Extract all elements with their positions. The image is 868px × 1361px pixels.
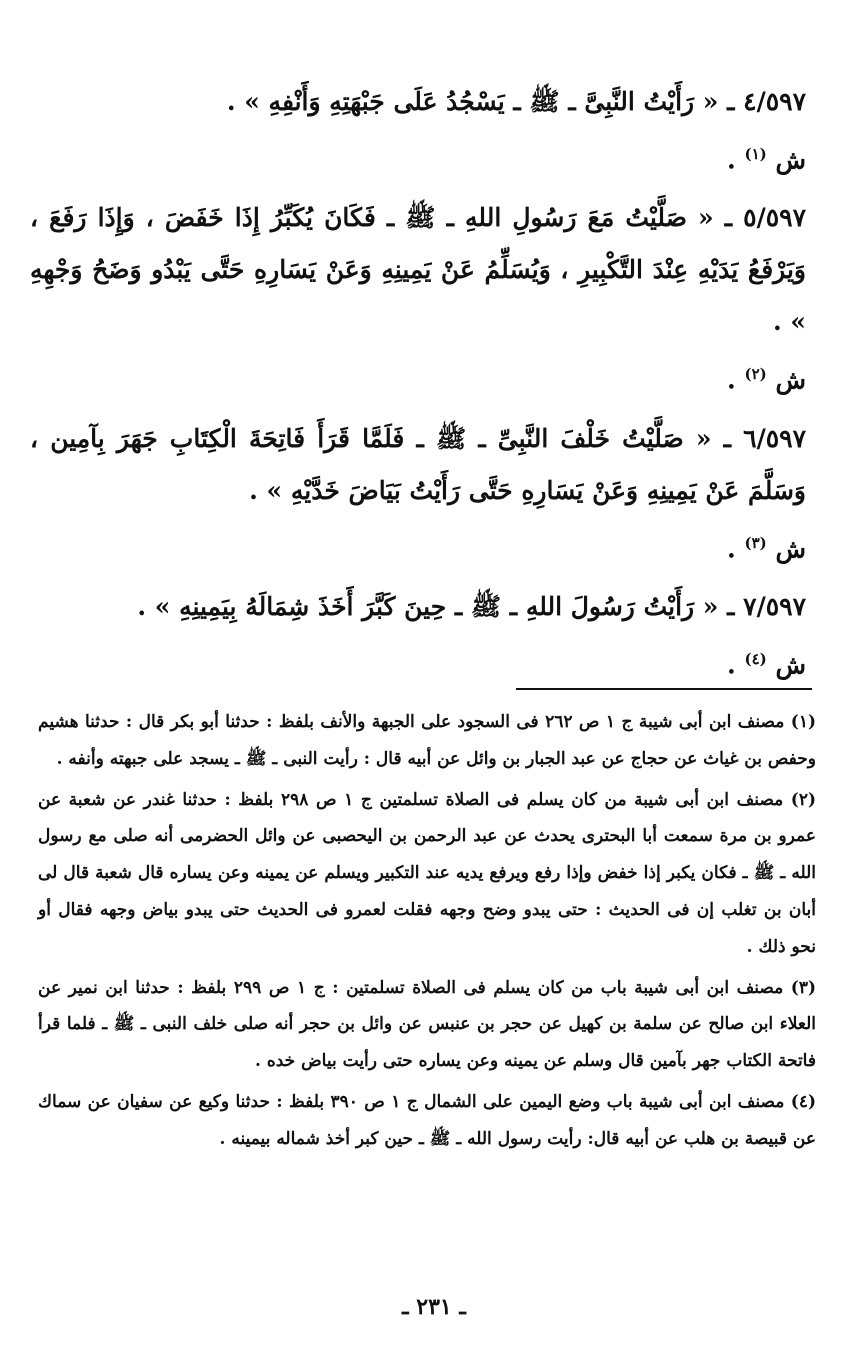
hadith-entry-2: ٥/٥٩٧ ـ « صَلَّيْتُ مَعَ رَسُولِ اللهِ ـ ﷺ ـ فَكَانَ يُكَبِّرُ إِذَا خَفَضَ ، وَإِذَا رَفَعَ ، وَيَرْفَعُ يَدَيْهِ عِنْدَ التَّكْبِيرِ ، وَيُسَلِّمُ عَنْ يَمِينِهِ وَعَنْ يَسَارِهِ حَتَّى يَبْدُو وَضَحُ وَجْهِهِ » . (30, 203, 806, 337)
footnote-ref-3: (٣) (744, 533, 767, 552)
footnote-divider (516, 688, 812, 690)
sharh-marker-4: ش $^{(٤)}$ . (727, 649, 806, 680)
hadith-entry-1: ٤/٥٩٧ ـ « رَأَيْتُ النَّبِىَّ ـ ﷺ ـ يَسْجُدُ عَلَى جَبْهَتِهِ وَأَنْفِهِ » . (226, 87, 806, 116)
sharh-marker-3: ش $^{(٣)}$ . (727, 533, 806, 563)
hadith-section (30, 76, 806, 697)
page-number: ـ ٢٣١ ـ (402, 1294, 466, 1320)
footnote-ref-2: (٢) (744, 365, 767, 384)
footnote-3: (٣) مصنف ابن أبى شيبة باب من كان يسلم فى الصلاة تسلمتين : ج ١ ص ٢٩٩ بلفظ : حدثنا ابن نمير عن العلاء ابن صالح عن سلمة بن كهيل عن حجر بن عنبس عن وائل بن حجر أنه صلى خلف النبى ـ ﷺ ـ فلما قرأ فاتحة الكتاب جهر بآمين قال وسلم عن يمينه وعن يساره حتى رأيت بياض خده . (38, 977, 817, 1072)
sharh-marker-2: ش $^{(٢)}$ . (727, 365, 806, 395)
sharh-marker-1: ش $^{(١)}$ . (727, 145, 806, 175)
hadith-entry-3: ٦/٥٩٧ ـ « صَلَّيْتُ خَلْفَ النَّبِىِّ ـ ﷺ ـ فَلَمَّا قَرَأَ فَاتِحَةَ الْكِتَابِ جَهَرَ بِآمِين ، وَسَلَّمَ عَنْ يَمِينِهِ وَعَنْ يَسَارِهِ حَتَّى رَأَيْتُ بَيَاضَ خَدَّيْهِ » . (30, 423, 806, 505)
footnote-2: (٢) مصنف ابن أبى شيبة من كان يسلم فى الصلاة تسلمتين ج ١ ص ٢٩٨ بلفظ : حدثنا غندر عن شعبة عن عمرو بن مرة سمعت أبا البحترى يحدث عن عبد الرحمن بن اليحصبى عن وائل الحضرمى أنه صلى مع رسول الله ـ ﷺ ـ فكان يكبر إذا خفض وإذا رفع ويرفع يديه عند التكبير ويسلم عن يمينه وعن يساره قال شعبة قال لى أبان بن تغلب إن فى الحديث : حتى يبدو وضح وجهه فقلت لعمرو فى الحديث حتى يبدو بياض وجهه فقال أو نحو ذلك . (38, 789, 816, 957)
hadith-entry-4: ٧/٥٩٧ ـ « رَأَيْتُ رَسُولَ اللهِ ـ ﷺ ـ حِينَ كَبَّرَ أَخَذَ شِمَالَهُ بِيَمِينِهِ » . (137, 591, 806, 621)
footnote-ref-1: (١) (744, 145, 767, 163)
footnote-1: (١) مصنف ابن أبى شيبة ج ١ ص ٢٦٢ فى السجود على الجبهة والأنف بلفظ : حدثنا أبو بكر قال : حدثنا هشيم وحفص بن غياث عن حجاج عن عبد الجبار بن وائل عن أبيه قال : رأيت النبى ـ ﷺ ـ يسجد على جبهته وأنفه . (38, 712, 817, 769)
footnote-4: (٤) مصنف ابن أبى شيبة باب وضع اليمين على الشمال ج ١ ص ٣٩٠ بلفظ : حدثنا وكيع عن سفيان عن سماك عن قبيصة بن هلب عن أبيه قال: رأيت رسول الله ـ ﷺ ـ حين كبر أخذ شماله بيمينه . (38, 1091, 817, 1149)
footnote-ref-4: (٤) (744, 649, 767, 668)
footnotes-section (38, 704, 816, 1162)
